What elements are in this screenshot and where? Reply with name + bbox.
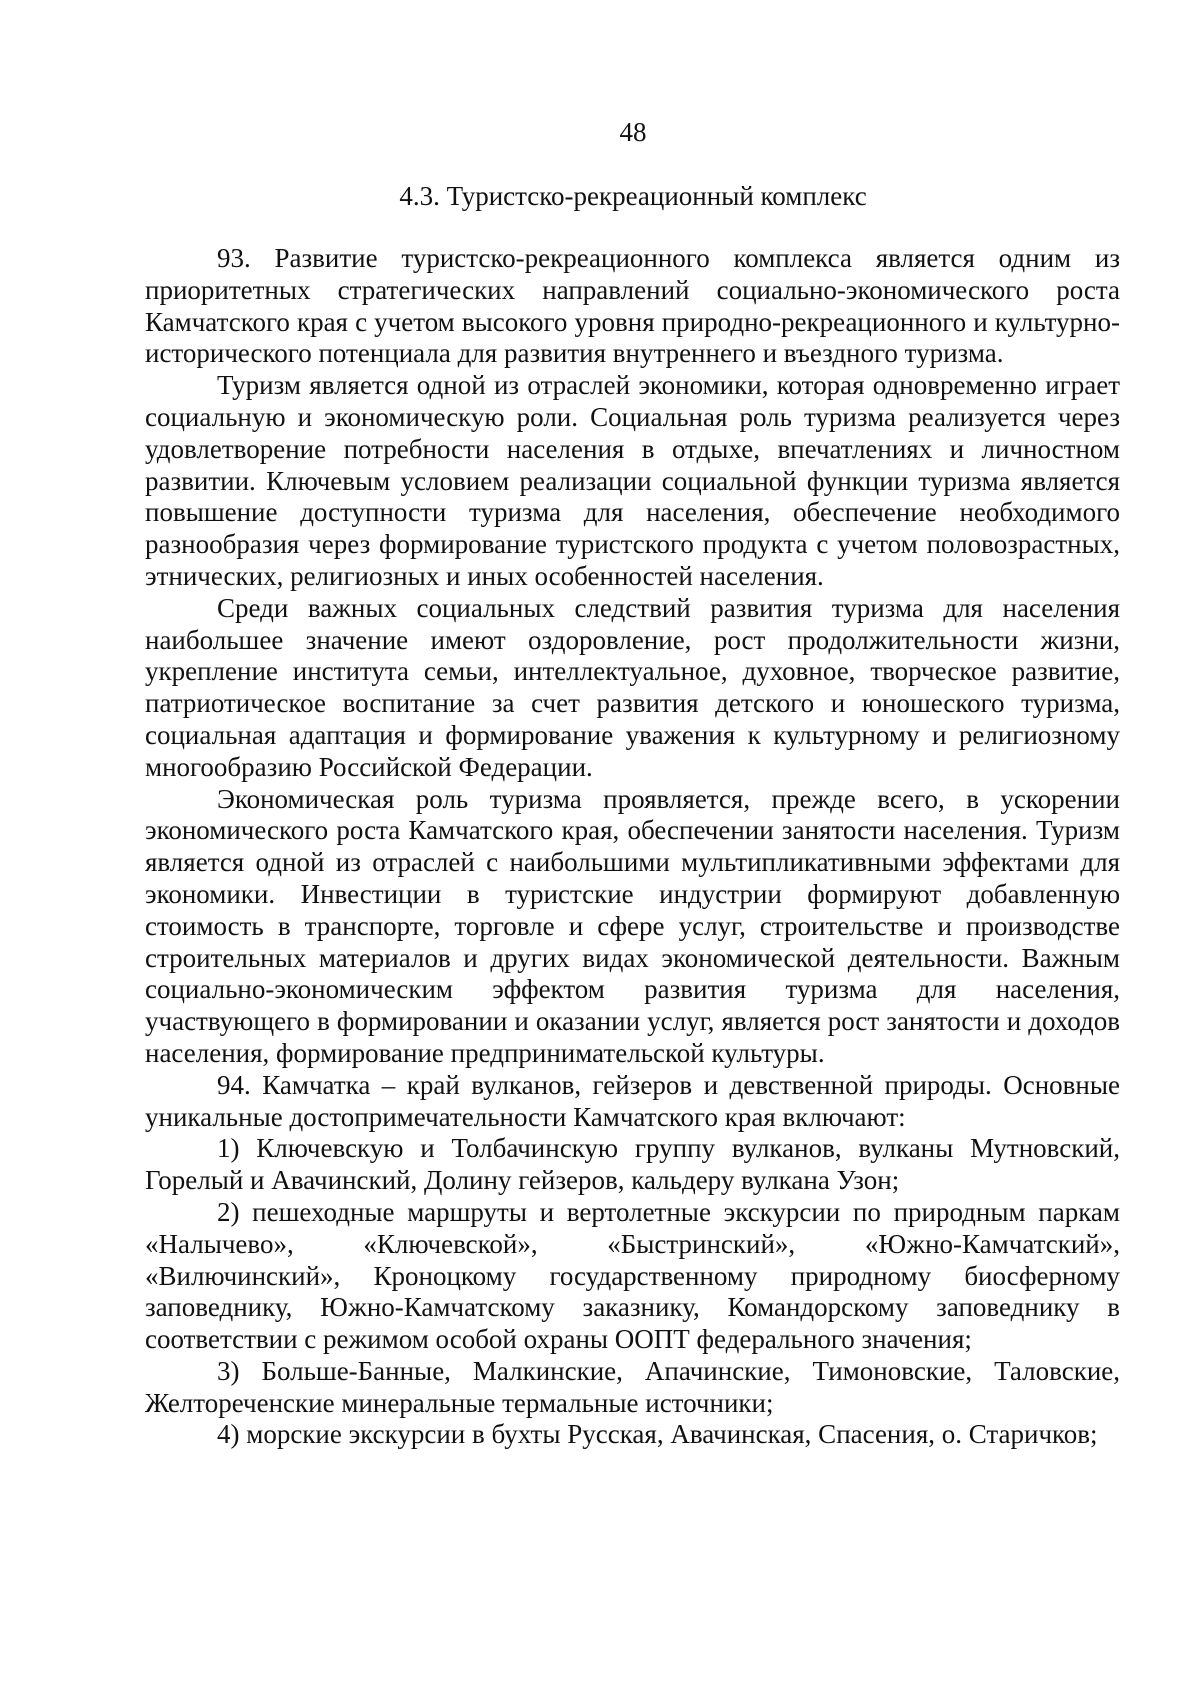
list-item-4: 4) морские экскурсии в бухты Русская, Авачинская, Спасения, о. Старичков; [217, 1419, 1098, 1450]
paragraph-social-consequences: Среди важных социальных следствий развития туризма для населения наибольшее значение имеют оздоровление, рост продолжительности жизни, укрепление института семьи, интеллектуальное, духовное, творческое развитие, патриотическое воспитание за счет развития детского и юношеского туризма, социальная адаптация и формирование уважения к культурному и религиозному многообразию Российской Федерации. [145, 592, 1120, 782]
list-item-1: 1) Ключевскую и Толбачинскую группу вулканов, вулканы Мутновский, Горелый и Авачинский, Долину гейзеров, кальдеру вулкана Узон; [145, 1133, 1120, 1196]
section-title: 4.3. Туристско-рекреационный комплекс [399, 181, 867, 211]
paragraph-94: 94. Камчатка – край вулканов, гейзеров и девственной природы. Основные уникальные достопримечательности Камчатского края включают: [145, 1069, 1120, 1132]
body-text [145, 243, 1120, 1451]
list-item-2: 2) пешеходные маршруты и вертолетные экскурсии по природным паркам «Налычево», «Ключевской», «Быстринский», «Южно-Камчатский», «Вилючинский», Кроноцкому государственному природному биосферному заповеднику, Южно-Камчатскому заказнику, Командорскому заповеднику в соответствии с режимом особой охраны ООПТ федерального значения; [145, 1196, 1120, 1355]
page-number: 48 [619, 117, 647, 147]
list-item-3: 3) Больше-Банные, Малкинские, Апачинские, Тимоновские, Таловские, Желтореченские минеральные термальные источники; [145, 1355, 1120, 1418]
paragraph-tourism-roles: Туризм является одной из отраслей экономики, которая одновременно играет социальную и экономическую роли. Социальная роль туризма реализуется через удовлетворение потребности населения в отдыхе, впечатлениях и личностном развитии. Ключевым условием реализации социальной функции туризма является повышение доступности туризма для населения, обеспечение необходимого разнообразия через формирование туристского продукта с учетом половозрастных, этнических, религиозных и иных особенностей населения. [145, 370, 1120, 591]
paragraph-93: 93. Развитие туристско-рекреационного комплекса является одним из приоритетных стратегических направлений социально-экономического роста Камчатского края с учетом высокого уровня природно-рекреационного и культурно-исторического потенциала для развития внутреннего и въездного туризма. [145, 243, 1120, 369]
paragraph-economic-role: Экономическая роль туризма проявляется, прежде всего, в ускорении экономического роста Камчатского края, обеспечении занятости населения. Туризм является одной из отраслей с наибольшими мультипликативными эффектами для экономики. Инвестиции в туристские индустрии формируют добавленную стоимость в транспорте, торговле и сфере услуг, строительстве и производстве строительных материалов и других видах экономической деятельности. Важным социально-экономическим эффектом развития туризма для населения, участвующего в формировании и оказании услуг, является рост занятости и доходов населения, формирование предпринимательской культуры. [145, 783, 1120, 1068]
